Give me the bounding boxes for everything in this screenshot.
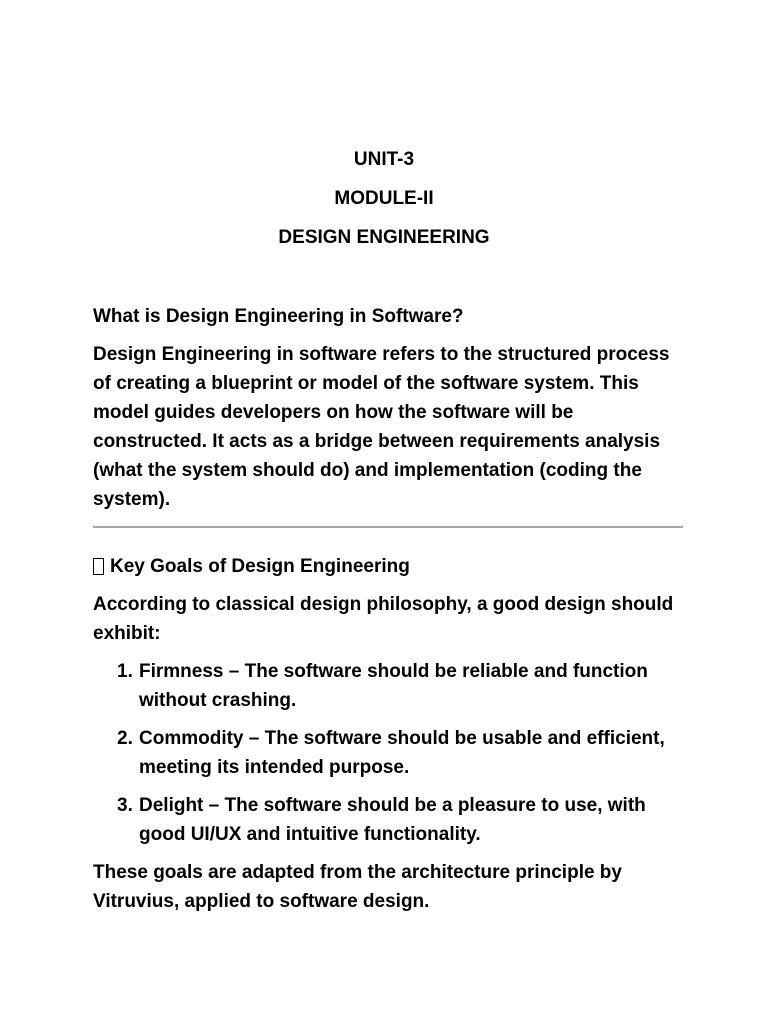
list-item-number: 2. (117, 728, 133, 749)
goals-list (93, 657, 683, 849)
list-item-text: Delight – The software should be a pleasure to use, with good UI/UX and intuitive functionality. (139, 795, 646, 845)
list-item (93, 657, 683, 715)
unit-title: UNIT-3 (353, 149, 415, 170)
document-title: DESIGN ENGINEERING (278, 227, 490, 248)
list-item-number: 3. (117, 795, 133, 816)
goals-heading-text: Key Goals of Design Engineering (110, 556, 410, 577)
module-title: MODULE-II (334, 188, 434, 209)
document-body (93, 302, 683, 925)
box-glyph-icon (93, 558, 104, 575)
list-item-text: Commodity – The software should be usable and efficient, meeting its intended purpose. (139, 728, 665, 778)
goals-closing: These goals are adapted from the architecture principle by Vitruvius, applied to software design. (93, 862, 622, 912)
list-item (93, 791, 683, 849)
list-item-text: Firmness – The software should be reliable and function without crashing. (139, 661, 648, 711)
intro-answer: Design Engineering in software refers to the structured process of creating a blueprint or model of the software system. This model guides developers on how the software will be constructed. It acts as a bridge between requirements analysis (what the system should do) and implementation (coding the system). (93, 344, 670, 510)
list-item-number: 1. (117, 661, 133, 682)
list-item (93, 724, 683, 782)
horizontal-divider (93, 526, 683, 528)
goals-lead: According to classical design philosophy, a good design should exhibit: (93, 594, 674, 644)
goals-heading (93, 552, 683, 581)
title-block (0, 148, 768, 265)
intro-question: What is Design Engineering in Software? (93, 306, 464, 327)
